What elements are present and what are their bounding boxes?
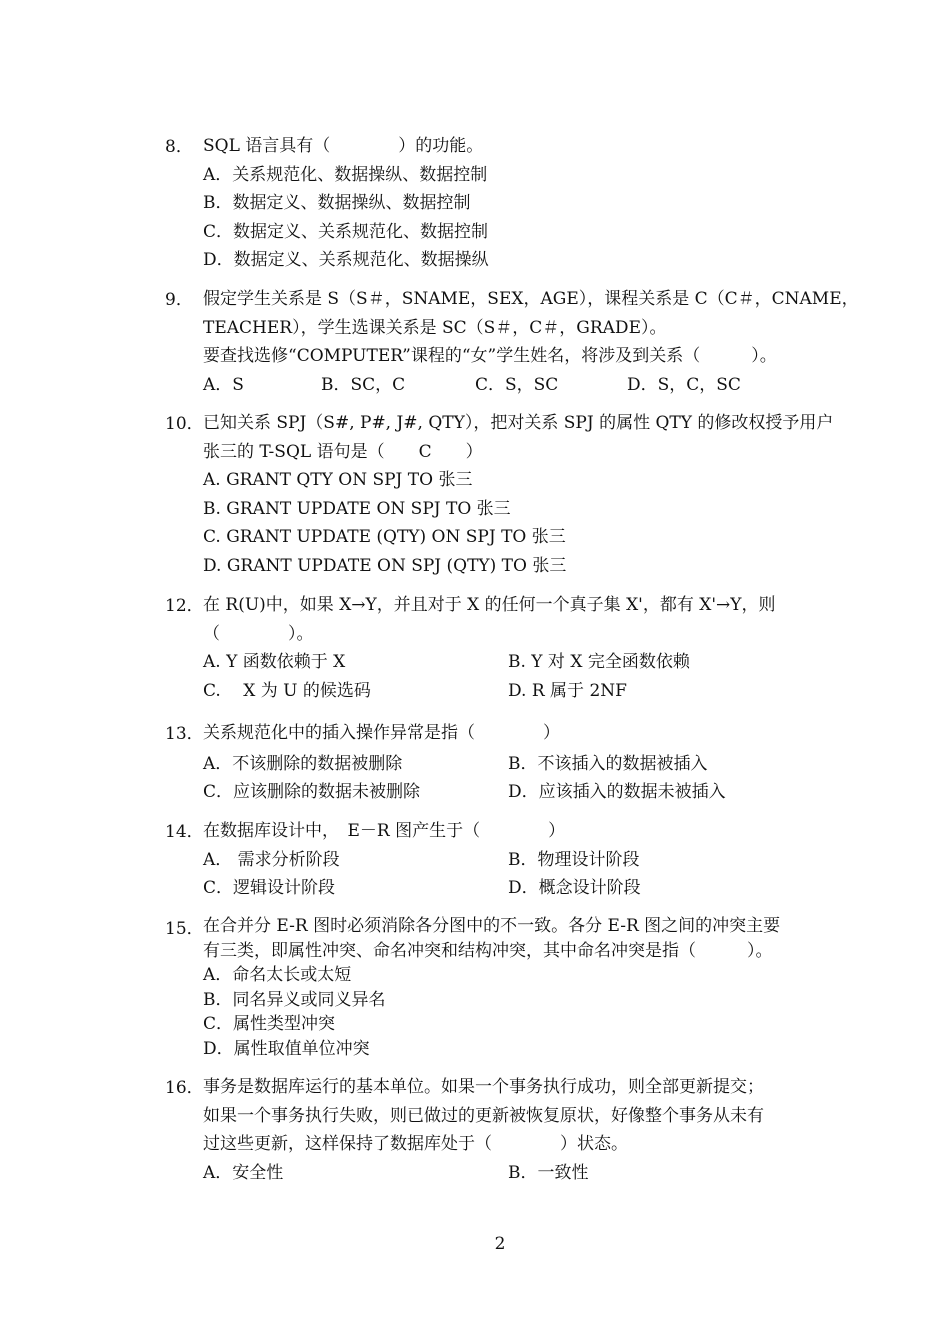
option-d: D. R 属于 2NF (508, 680, 627, 701)
option-a: A．命名太长或太短 (203, 965, 352, 986)
options-row-2 (203, 677, 845, 706)
question-stem-line-1: 在 R(U)中，如果 X→Y，并且对于 X 的任何一个真子集 X'，都有 X'→Y，则 (203, 595, 776, 615)
question-number: 8． (165, 137, 193, 157)
question-stem: 在数据库设计中， E－R 图产生于（ ） (203, 821, 566, 841)
question-14 (165, 817, 845, 903)
question-number: 12． (165, 596, 204, 616)
question-10 (165, 409, 845, 580)
question-stem: 关系规范化中的插入操作异常是指（ ） (203, 723, 560, 743)
option-a: A．安全性 (203, 1162, 284, 1183)
question-16 (165, 1073, 845, 1187)
options-row-2 (203, 778, 845, 807)
question-number: 9． (165, 290, 193, 310)
question-stem-line-3: 过这些更新，这样保持了数据库处于（ ）状态。 (203, 1134, 628, 1154)
option-a: A．不该删除的数据被删除 (203, 753, 403, 774)
option-d: D. GRANT UPDATE ON SPJ (QTY) TO 张三 (203, 555, 567, 576)
options-row-1 (203, 1159, 845, 1188)
option-b: B．SC，C (321, 374, 406, 395)
question-number: 10． (165, 414, 204, 434)
option-c: C．S，SC (475, 374, 559, 395)
option-a: A． 需求分析阶段 (203, 849, 340, 870)
question-15 (165, 914, 845, 1062)
question-stem-line-3: 要查找选修“COMPUTER”课程的“女”学生姓名，将涉及到关系（ ）。 (203, 346, 777, 366)
option-a: A. GRANT QTY ON SPJ TO 张三 (203, 470, 473, 490)
option-c: C．属性类型冲突 (203, 1014, 336, 1035)
page-number: 2 (494, 1234, 506, 1254)
question-stem-line-2: 如果一个事务执行失败，则已做过的更新被恢复原状，好像整个事务从未有 (203, 1105, 764, 1126)
option-b: B. Y 对 X 完全函数依赖 (508, 652, 690, 672)
option-a: A．S (203, 374, 244, 395)
question-9 (165, 285, 859, 399)
option-c: C．逻辑设计阶段 (203, 878, 336, 898)
question-stem-line-1: 在合并分 E-R 图时必须消除各分图中的不一致。各分 E-R 图之间的冲突主要 (203, 916, 781, 936)
option-b: B．一致性 (508, 1162, 589, 1183)
option-d: D．数据定义、关系规范化、数据操纵 (203, 250, 489, 270)
question-number: 14． (165, 822, 204, 842)
question-stem: SQL 语言具有（ ）的功能。 (203, 136, 484, 156)
question-stem-line-2: 有三类，即属性冲突、命名冲突和结构冲突，其中命名冲突是指（ ）。 (203, 940, 773, 961)
options-row-1 (203, 648, 845, 677)
option-b: B．物理设计阶段 (508, 849, 640, 870)
question-number: 13． (165, 724, 204, 744)
option-c: C．应该删除的数据未被删除 (203, 782, 421, 802)
option-b: B．同名异义或同义异名 (203, 989, 386, 1010)
option-c: C. X 为 U 的候选码 (203, 680, 371, 701)
question-stem-line-2: TEACHER），学生选课关系是 SC（S＃，C＃，GRADE）。 (203, 317, 667, 338)
option-a: A. Y 函数依赖于 X (203, 652, 346, 672)
option-a: A．关系规范化、数据操纵、数据控制 (203, 164, 488, 185)
option-d: D．S，C，SC (627, 374, 741, 395)
question-number: 16． (165, 1078, 204, 1098)
option-d: D．概念设计阶段 (508, 878, 641, 898)
question-stem-line-2: （ ）。 (203, 623, 314, 644)
question-stem-line-1: 事务是数据库运行的基本单位。如果一个事务执行成功，则全部更新提交； (203, 1077, 764, 1097)
option-b: B．数据定义、数据操纵、数据控制 (203, 193, 471, 213)
question-8 (165, 132, 845, 275)
option-c: C．数据定义、关系规范化、数据控制 (203, 221, 489, 242)
question-stem-line-1: 已知关系 SPJ（S#, P#, J#, QTY），把对关系 SPJ 的属性 QTY 的修改权授予用户 (203, 413, 834, 433)
options-row-2 (203, 874, 845, 903)
question-number: 15． (165, 919, 204, 939)
options-row-1 (203, 750, 845, 779)
option-d: D．属性取值单位冲突 (203, 1038, 370, 1059)
option-b: B．不该插入的数据被插入 (508, 753, 708, 774)
option-c: C. GRANT UPDATE (QTY) ON SPJ TO 张三 (203, 527, 566, 547)
question-12 (165, 591, 845, 705)
question-stem-line-2: 张三的 T-SQL 语句是（ C ） (203, 441, 483, 462)
question-stem-line-1: 假定学生关系是 S（S＃，SNAME，SEX，AGE），课程关系是 C（C＃，CNAME， (203, 289, 859, 309)
option-b: B. GRANT UPDATE ON SPJ TO 张三 (203, 498, 511, 519)
option-d: D．应该插入的数据未被插入 (508, 782, 726, 802)
options-row-1 (203, 846, 845, 875)
question-13 (165, 719, 845, 807)
options-row (203, 371, 845, 400)
